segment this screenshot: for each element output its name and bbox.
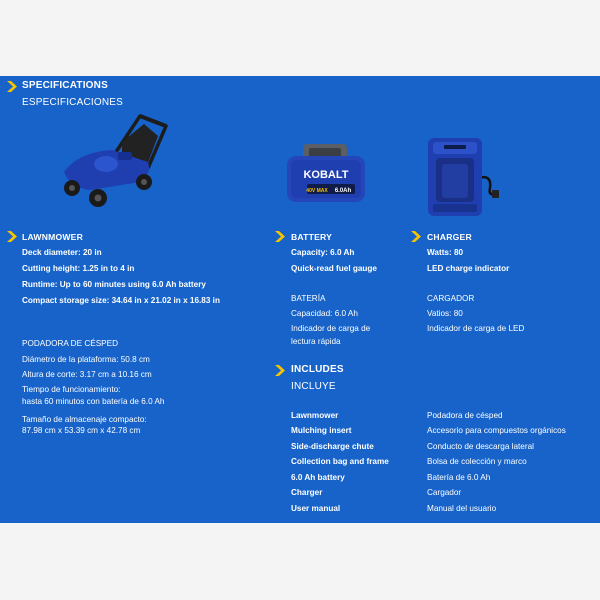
lawnmower-spec-es: hasta 60 minutos con batería de 6.0 Ah (22, 397, 165, 406)
lawnmower-title: LAWNMOWER (22, 232, 83, 242)
chevron-right-icon (411, 231, 421, 242)
chevron-right-icon (275, 365, 285, 376)
charger-title-es: CARGADOR (427, 294, 475, 303)
charger-image (424, 134, 500, 218)
includes-item: Mulching insert (291, 426, 352, 435)
battery-image (283, 142, 369, 206)
battery-brand-label: KOBALT (303, 169, 349, 181)
includes-item: Side-discharge chute (291, 442, 374, 451)
battery-spec: Capacity: 6.0 Ah (291, 248, 355, 257)
lawnmower-spec: Cutting height: 1.25 in to 4 in (22, 264, 135, 273)
lawnmower-spec-es: Altura de corte: 3.17 cm a 10.16 cm (22, 370, 152, 379)
lawnmower-image (50, 112, 170, 212)
charger-spec: Watts: 80 (427, 248, 464, 257)
battery-capacity-label: 6.0Ah (334, 188, 352, 194)
lawnmower-spec: Deck diameter: 20 in (22, 248, 102, 257)
lawnmower-spec-es: Tiempo de funcionamiento: (22, 385, 121, 394)
lawnmower-spec: Compact storage size: 34.64 in x 21.02 in x 16.83 in (22, 296, 220, 305)
includes-title: INCLUDES (291, 364, 344, 375)
includes-item: Collection bag and frame (291, 457, 389, 466)
includes-item-es: Accesorio para compuestos orgánicos (427, 426, 566, 435)
battery-voltage-label: 40V MAX (306, 188, 328, 194)
includes-item-es: Cargador (427, 488, 462, 497)
includes-item: 6.0 Ah battery (291, 473, 345, 482)
charger-spec-es: Vatios: 80 (427, 309, 463, 318)
battery-title-es: BATERÍA (291, 294, 326, 303)
includes-subtitle: INCLUYE (291, 381, 336, 392)
battery-spec-es: Indicador de carga de (291, 324, 371, 333)
lawnmower-spec-es: Diámetro de la plataforma: 50.8 cm (22, 355, 150, 364)
includes-item-es: Bolsa de colección y marco (427, 457, 527, 466)
includes-item-es: Manual del usuario (427, 504, 497, 513)
charger-title: CHARGER (427, 232, 472, 242)
lawnmower-spec-es: 87.98 cm x 53.39 cm x 42.78 cm (22, 426, 141, 435)
specifications-panel (0, 76, 600, 523)
includes-item: Lawnmower (291, 411, 339, 420)
section-title: SPECIFICATIONS (22, 80, 108, 91)
lawnmower-spec-es: Tamaño de almacenaje compacto: (22, 415, 147, 424)
battery-spec: Quick-read fuel gauge (291, 264, 377, 273)
battery-spec-es: Capacidad: 6.0 Ah (291, 309, 358, 318)
lawnmower-title-es: PODADORA DE CÉSPED (22, 339, 118, 348)
battery-spec-es: lectura rápida (291, 337, 341, 346)
includes-item: Charger (291, 488, 323, 497)
chevron-right-icon (7, 81, 17, 92)
chevron-right-icon (7, 231, 17, 242)
includes-item-es: Podadora de césped (427, 411, 503, 420)
charger-spec-es: Indicador de carga de LED (427, 324, 525, 333)
includes-item-es: Batería de 6.0 Ah (427, 473, 491, 482)
section-subtitle: ESPECIFICACIONES (22, 97, 123, 108)
lawnmower-spec: Runtime: Up to 60 minutes using 6.0 Ah battery (22, 280, 206, 289)
battery-title: BATTERY (291, 232, 333, 242)
includes-item-es: Conducto de descarga lateral (427, 442, 534, 451)
chevron-right-icon (275, 231, 285, 242)
charger-spec: LED charge indicator (427, 264, 510, 273)
includes-item: User manual (291, 504, 341, 513)
